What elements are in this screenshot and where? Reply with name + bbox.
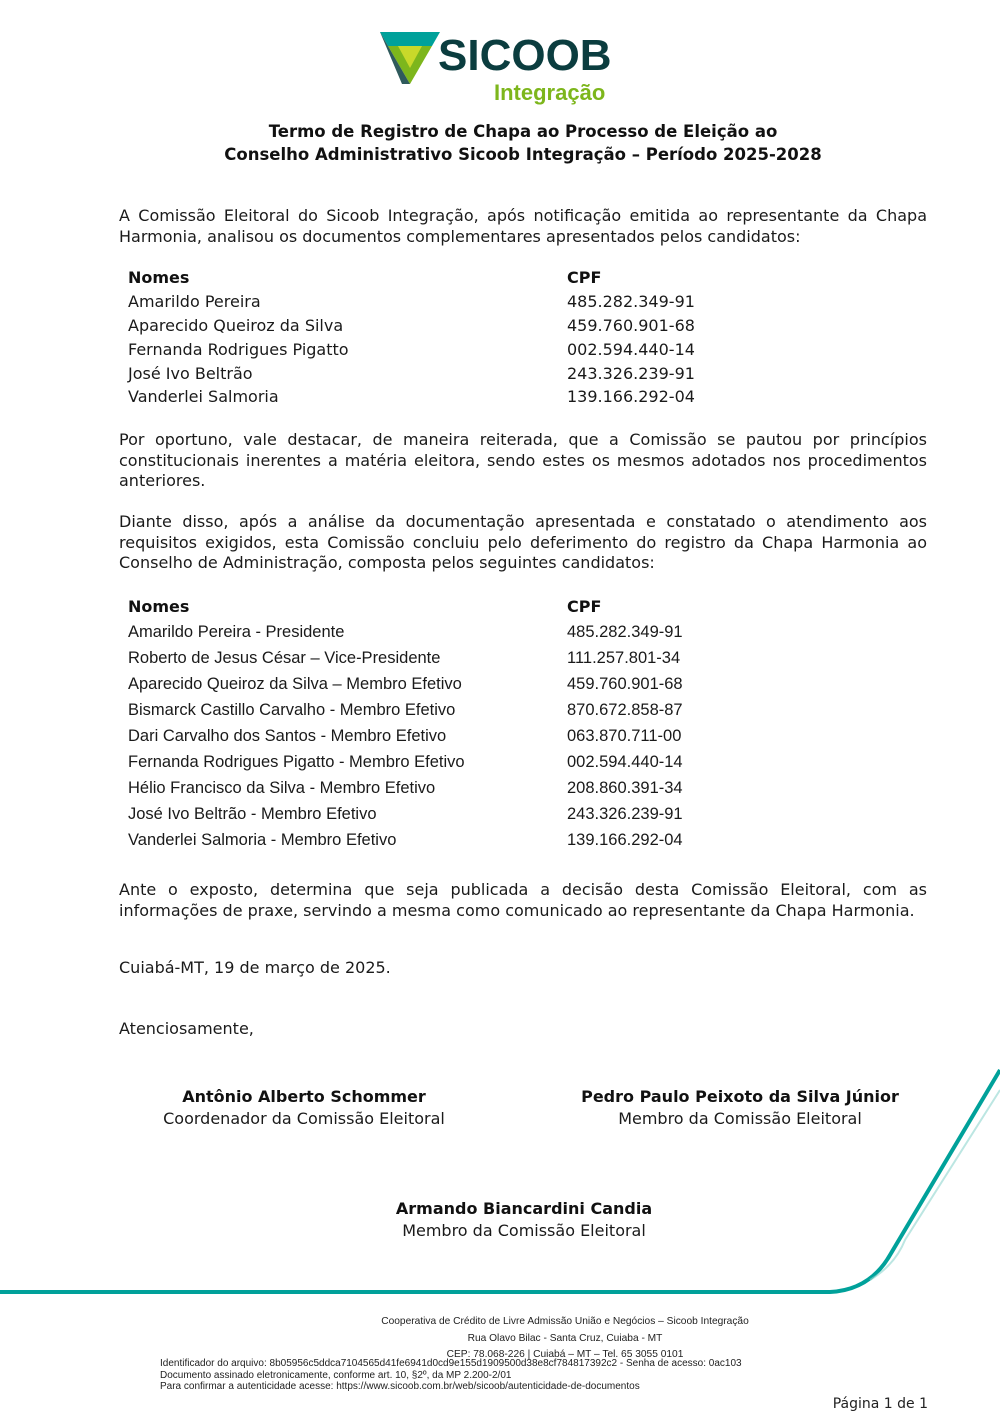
place-date: Cuiabá-MT, 19 de março de 2025. <box>119 958 391 977</box>
signatory-name: Pedro Paulo Peixoto da Silva Júnior <box>581 1087 899 1106</box>
signatory-role: Membro da Comissão Eleitoral <box>618 1109 862 1128</box>
candidate-name: Vanderlei Salmoria - Membro Efetivo <box>128 830 397 849</box>
candidate-cpf: 459.760.901-68 <box>567 674 683 693</box>
signature-block-2 <box>560 1086 920 1130</box>
signatory-role: Coordenador da Comissão Eleitoral <box>163 1109 445 1128</box>
candidate-cpf: 870.672.858-87 <box>567 700 683 719</box>
candidate-name: Fernanda Rodrigues Pigatto - Membro Efetivo <box>128 752 465 771</box>
candidate-name: Amarildo Pereira - Presidente <box>128 622 345 641</box>
signed-notice: Documento assinado eletronicamente, conforme art. 10, §2º, da MP 2.200-2/01 <box>160 1369 512 1381</box>
table-row <box>128 314 695 338</box>
footer-signature-info <box>160 1358 742 1393</box>
footer-address: Rua Olavo Bilac - Santa Cruz, Cuiaba - MT <box>467 1333 663 1344</box>
candidates-table-1 <box>128 266 695 409</box>
candidate-name: Aparecido Queiroz da Silva – Membro Efetivo <box>128 674 462 693</box>
table-row <box>128 697 683 723</box>
candidate-name: Aparecido Queiroz da Silva <box>128 315 344 335</box>
paragraph-conclusion: Ante o exposto, determina que seja publicada a decisão desta Comissão Eleitoral, com as informações de praxe, servindo a mesma como comunicado ao representante da Chapa Harmonia. <box>119 880 927 920</box>
table-header-row <box>128 593 683 619</box>
title-line-2: Conselho Administrativo Sicoob Integração – Período 2025-2028 <box>224 145 822 164</box>
verify-notice: Para confirmar a autenticidade acesse: https://www.sicoob.com.br/web/sicoob/autenticidade-de-documentos <box>160 1381 640 1392</box>
table-row <box>128 361 695 385</box>
table-row <box>128 645 683 671</box>
candidate-cpf: 063.870.711-00 <box>567 726 682 745</box>
sicoob-logo <box>380 30 630 110</box>
table-row <box>128 723 683 749</box>
signature-block-1 <box>134 1086 474 1130</box>
sicoob-logo-icon <box>380 30 440 86</box>
candidate-cpf: 485.282.349-91 <box>567 292 695 312</box>
candidate-cpf: 243.326.239-91 <box>567 363 695 383</box>
candidate-cpf: 459.760.901-68 <box>567 315 695 335</box>
paragraph-decision: Diante disso, após a análise da documentação apresentada e constatado o atendimento aos requisitos exigidos, esta Comissão concluiu pelo deferimento do registro da Chapa Harmonia ao Conselho de Administração, composta pelos seguintes candidatos: <box>119 512 927 572</box>
candidate-name: Fernanda Rodrigues Pigatto <box>128 339 349 359</box>
signatory-name: Armando Biancardini Candia <box>395 1199 653 1218</box>
table-row <box>128 619 683 645</box>
footer-cep: CEP: 78.068-226 | Cuiabá – MT – Tel. 65 3055 0101 <box>446 1349 684 1360</box>
candidate-cpf: 002.594.440-14 <box>567 339 695 359</box>
signatory-name: Antônio Alberto Schommer <box>182 1087 426 1106</box>
candidate-cpf: 485.282.349-91 <box>567 622 683 641</box>
header-names: Nomes <box>128 596 190 616</box>
candidate-name: Dari Carvalho dos Santos - Membro Efetivo <box>128 726 447 745</box>
table-row <box>128 385 695 409</box>
candidate-cpf: 208.860.391-34 <box>567 778 683 797</box>
candidates-table-2 <box>128 593 683 853</box>
candidate-name: Bismarck Castillo Carvalho - Membro Efetivo <box>128 700 456 719</box>
title-line-1: Termo de Registro de Chapa ao Processo de Eleição ao <box>268 122 778 141</box>
logo-subtitle: Integração <box>494 80 606 105</box>
candidate-cpf: 139.166.292-04 <box>567 830 683 849</box>
candidate-name: Amarildo Pereira <box>128 292 261 312</box>
candidate-name: Hélio Francisco da Silva - Membro Efetivo <box>128 778 436 797</box>
closing: Atenciosamente, <box>119 1019 254 1038</box>
candidate-name: Roberto de Jesus César – Vice-Presidente <box>128 648 441 667</box>
table-row <box>128 801 683 827</box>
signature-block-3 <box>344 1198 704 1242</box>
table-row <box>128 290 695 314</box>
candidate-name: José Ivo Beltrão <box>128 363 253 383</box>
signatory-role: Membro da Comissão Eleitoral <box>402 1221 646 1240</box>
candidate-cpf: 111.257.801-34 <box>567 648 681 667</box>
intro-paragraph: A Comissão Eleitoral do Sicoob Integração, após notificação emitida ao representante da Chapa Harmonia, analisou os documentos complementares apresentados pelos candidatos: <box>119 206 927 246</box>
candidate-cpf: 243.326.239-91 <box>567 804 683 823</box>
candidate-cpf: 139.166.292-04 <box>567 387 695 407</box>
paragraph-principles: Por oportuno, vale destacar, de maneira reiterada, que a Comissão se pautou por princípios constitucionais inerentes a matéria eleitora, sendo estes os mesmos adotados nos procedimentos anteriores. <box>119 430 927 490</box>
file-identifier: Identificador do arquivo: 8b05956c5ddca7104565d41fe6941d0cd9e155d1909500d38e8cf784817392c2 - Senha de acesso: 0ac103 <box>160 1358 742 1369</box>
table-row <box>128 337 695 361</box>
table-row <box>128 749 683 775</box>
page-number: Página 1 de 1 <box>832 1396 928 1412</box>
footer-company: Cooperativa de Crédito de Livre Admissão União e Negócios – Sicoob Integração <box>381 1316 749 1327</box>
table-row <box>128 827 683 853</box>
header-cpf: CPF <box>567 268 602 288</box>
candidate-cpf: 002.594.440-14 <box>567 752 683 771</box>
candidate-name: Vanderlei Salmoria <box>128 387 279 407</box>
table-row <box>128 775 683 801</box>
document-title <box>120 120 926 166</box>
table-header-row <box>128 266 695 290</box>
logo-brand-text: SICOOB <box>438 31 612 80</box>
header-names: Nomes <box>128 268 190 288</box>
header-cpf: CPF <box>567 596 602 616</box>
candidate-name: José Ivo Beltrão - Membro Efetivo <box>128 804 377 823</box>
table-row <box>128 671 683 697</box>
